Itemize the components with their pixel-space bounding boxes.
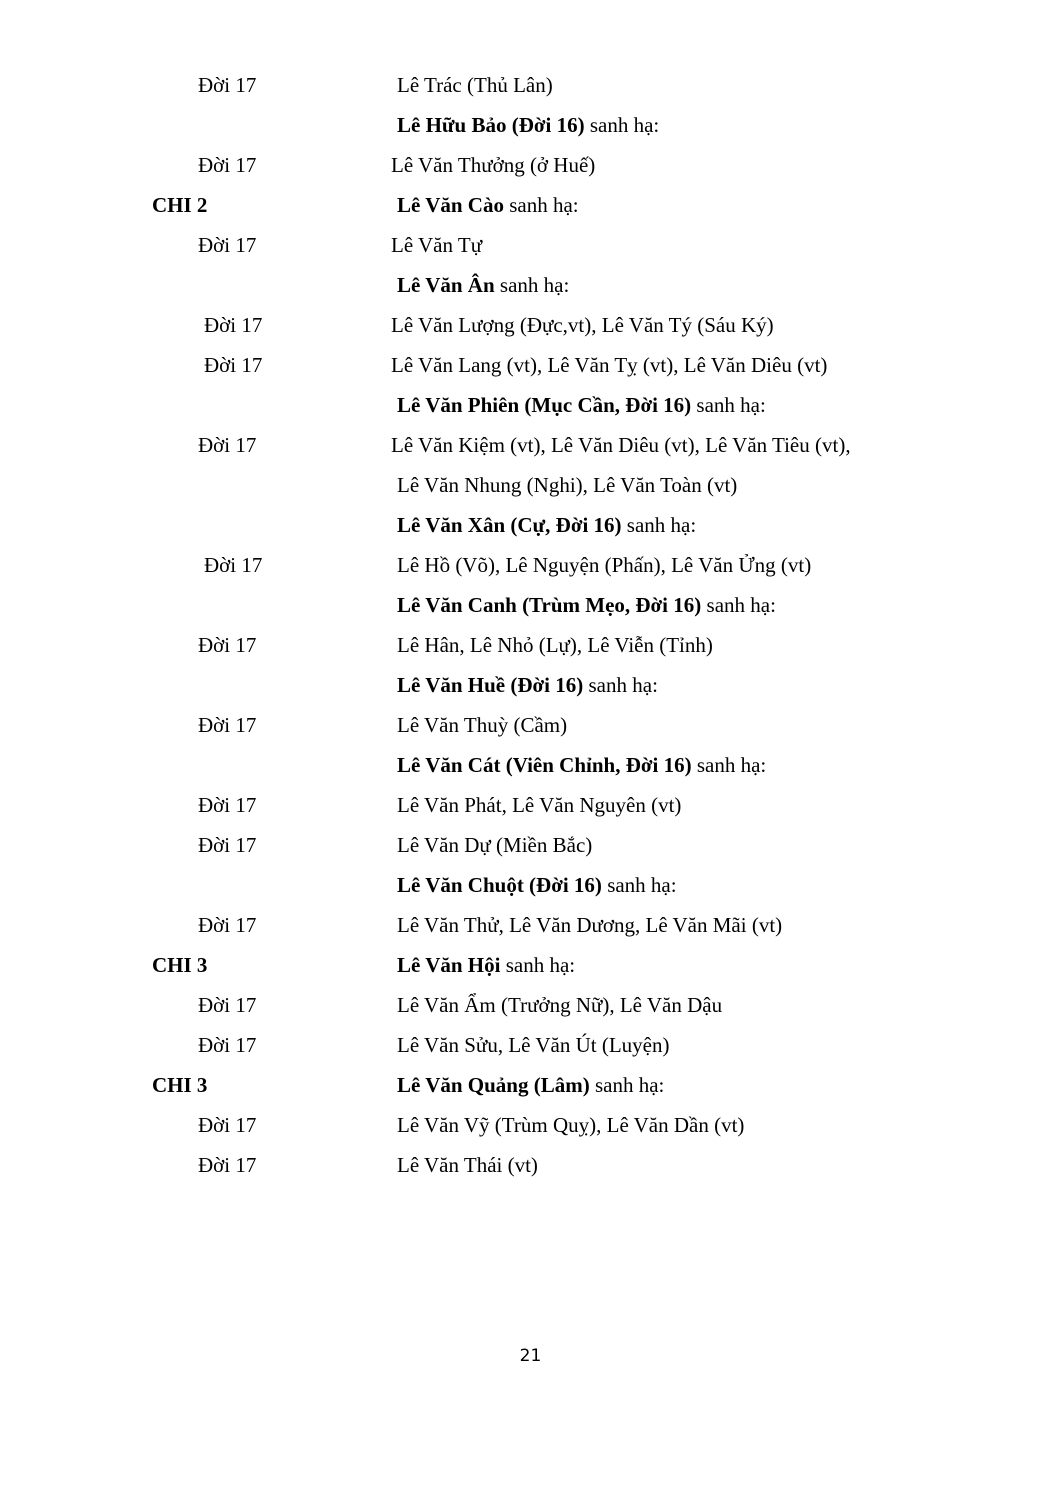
- descendants-text: Lê Văn Phát, Lê Văn Nguyên (vt): [397, 793, 682, 817]
- parent-name: Lê Văn Cào: [397, 193, 504, 217]
- genealogy-row: [0, 832, 1061, 872]
- descendants-text: Lê Văn Vỹ (Trùm Quỵ), Lê Văn Dần (vt): [397, 1113, 745, 1137]
- descendants-text: Lê Văn Thái (vt): [397, 1153, 538, 1177]
- parent-name: Lê Văn Hội: [397, 953, 501, 977]
- generation-label: Đời 17: [198, 633, 257, 657]
- parent-heading: [397, 192, 579, 218]
- descendants-text: Lê Hân, Lê Nhỏ (Lự), Lê Viễn (Tỉnh): [397, 633, 713, 657]
- parent-heading: [397, 392, 766, 418]
- descendants-text: Lê Văn Tự: [391, 233, 483, 257]
- genealogy-row: [0, 592, 1061, 632]
- genealogy-row: [0, 152, 1061, 192]
- genealogy-row: [0, 1072, 1061, 1112]
- parent-suffix: sanh hạ:: [691, 753, 767, 777]
- generation-label: Đời 17: [198, 73, 257, 97]
- parent-heading: [397, 672, 658, 698]
- genealogy-row: [0, 472, 1061, 512]
- genealogy-row: [0, 112, 1061, 152]
- parent-suffix: sanh hạ:: [494, 273, 570, 297]
- generation-label: Đời 17: [204, 353, 263, 377]
- descendants-text: Lê Hồ (Võ), Lê Nguyện (Phấn), Lê Văn Ửng (vt): [397, 553, 812, 577]
- generation-label: Đời 17: [198, 1153, 257, 1177]
- genealogy-row: [0, 752, 1061, 792]
- descendants-text: Lê Trác (Thủ Lân): [397, 73, 553, 97]
- genealogy-row: [0, 552, 1061, 592]
- descendants-text: Lê Văn Thưởng (ở Huế): [391, 153, 596, 177]
- descendants-text: Lê Văn Dự (Miền Bắc): [397, 833, 593, 857]
- parent-name: Lê Văn Huề (Đời 16): [397, 673, 584, 697]
- parent-name: Lê Văn Xân (Cự, Đời 16): [397, 513, 622, 537]
- generation-label: Đời 17: [198, 1033, 257, 1057]
- genealogy-row: [0, 872, 1061, 912]
- generation-label: Đời 17: [198, 1113, 257, 1137]
- generation-label: Đời 17: [198, 153, 257, 177]
- descendants-text: Lê Văn Nhung (Nghi), Lê Văn Toàn (vt): [397, 473, 738, 497]
- parent-heading: [397, 592, 776, 618]
- page-number: 21: [519, 1346, 542, 1366]
- parent-suffix: sanh hạ:: [691, 393, 766, 417]
- parent-heading: [397, 872, 677, 898]
- parent-suffix: sanh hạ:: [584, 113, 660, 137]
- parent-name: Lê Văn Phiên (Mục Cần, Đời 16): [397, 393, 692, 417]
- generation-label: Đời 17: [198, 793, 257, 817]
- descendants-text: Lê Văn Lang (vt), Lê Văn Tỵ (vt), Lê Văn Diêu (vt): [391, 353, 828, 377]
- genealogy-row: [0, 952, 1061, 992]
- parent-suffix: sanh hạ:: [589, 1073, 665, 1097]
- descendants-text: Lê Văn Thuỳ (Cầm): [397, 713, 568, 737]
- genealogy-row: [0, 1112, 1061, 1152]
- parent-heading: [397, 752, 766, 778]
- genealogy-row: [0, 712, 1061, 752]
- descendants-text: Lê Văn Thử, Lê Văn Dương, Lê Văn Mãi (vt): [397, 913, 783, 937]
- parent-name: Lê Văn Quảng (Lâm): [397, 1073, 590, 1097]
- genealogy-row: [0, 232, 1061, 272]
- parent-heading: [397, 112, 659, 138]
- genealogy-row: [0, 672, 1061, 712]
- parent-suffix: sanh hạ:: [503, 193, 579, 217]
- genealogy-row: [0, 1152, 1061, 1192]
- genealogy-row: [0, 192, 1061, 232]
- parent-heading: [397, 1072, 664, 1098]
- generation-label: Đời 17: [198, 233, 257, 257]
- genealogy-row: [0, 392, 1061, 432]
- parent-name: Lê Văn Canh (Trùm Mẹo, Đời 16): [397, 593, 702, 617]
- generation-label: Đời 17: [198, 713, 257, 737]
- genealogy-row: [0, 72, 1061, 112]
- generation-label: Đời 17: [198, 833, 257, 857]
- generation-label: Đời 17: [198, 993, 257, 1017]
- genealogy-row: [0, 792, 1061, 832]
- generation-label: Đời 17: [198, 913, 257, 937]
- descendants-text: Lê Văn Lượng (Đực,vt), Lê Văn Tý (Sáu Ký): [391, 313, 774, 337]
- parent-name: Lê Văn Cát (Viên Chỉnh, Đời 16): [397, 753, 692, 777]
- genealogy-row: [0, 632, 1061, 672]
- genealogy-row: [0, 312, 1061, 352]
- parent-name: Lê Hữu Bảo (Đời 16): [397, 113, 585, 137]
- parent-suffix: sanh hạ:: [601, 873, 677, 897]
- generation-label: Đời 17: [204, 313, 263, 337]
- descendants-text: Lê Văn Ẩm (Trưởng Nữ), Lê Văn Dậu: [397, 993, 723, 1017]
- genealogy-row: [0, 992, 1061, 1032]
- generation-label: Đời 17: [204, 553, 263, 577]
- genealogy-row: [0, 352, 1061, 392]
- parent-suffix: sanh hạ:: [500, 953, 576, 977]
- branch-label: CHI 3: [152, 1073, 208, 1097]
- parent-name: Lê Văn Ân: [397, 273, 495, 297]
- parent-heading: [397, 272, 569, 298]
- genealogy-row: [0, 912, 1061, 952]
- genealogy-row: [0, 1032, 1061, 1072]
- branch-label: CHI 2: [152, 193, 208, 217]
- parent-suffix: sanh hạ:: [583, 673, 658, 697]
- genealogy-row: [0, 272, 1061, 312]
- parent-heading: [397, 512, 696, 538]
- descendants-text: Lê Văn Kiệm (vt), Lê Văn Diêu (vt), Lê Văn Tiêu (vt),: [391, 433, 851, 457]
- parent-suffix: sanh hạ:: [701, 593, 776, 617]
- branch-label: CHI 3: [152, 953, 208, 977]
- parent-heading: [397, 952, 575, 978]
- parent-suffix: sanh hạ:: [621, 513, 697, 537]
- descendants-text: Lê Văn Sửu, Lê Văn Út (Luyện): [397, 1033, 670, 1057]
- parent-name: Lê Văn Chuột (Đời 16): [397, 873, 602, 897]
- genealogy-row: [0, 512, 1061, 552]
- genealogy-row: [0, 432, 1061, 472]
- generation-label: Đời 17: [198, 433, 257, 457]
